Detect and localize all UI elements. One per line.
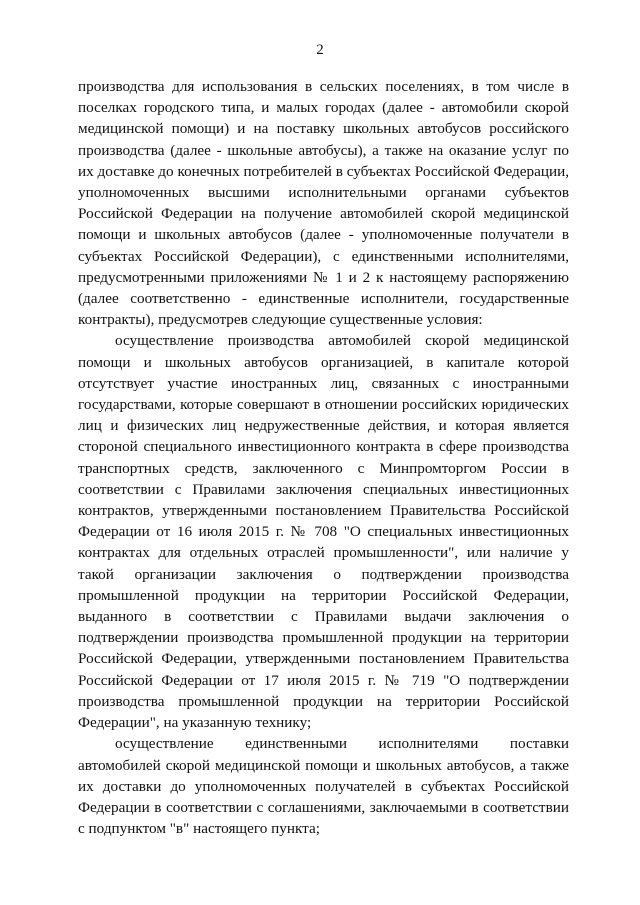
page-number: 2	[316, 42, 324, 58]
paragraph-production-condition: осуществление производства автомобилей скорой медицинской помощи и школьных автобусов организацией, в капитале которой отсутствует участие иностранных лиц, связанных с иностранными государствами, которые совершают в отношении российских юридических лиц и физических лиц недружественные действия, и которая является стороной специального инвестиционного контракта в сфере производства транспортных средств, заключенного с Минпромторгом России в соответствии с Правилами заключения специальных инвестиционных контрактов, утвержденными постановлением Правительства Российской Федерации от 16 июля 2015 г. № 708 "О специальных инвестиционных контрактах для отдельных отраслей промышленности", или наличие у такой организации заключения о подтверждении производства промышленной продукции на территории Российской Федерации, выданного в соответствии с Правилами выдачи заключения о подтверждении производства промышленной продукции на территории Российской Федерации, утвержденными постановлением Правительства Российской Федерации от 17 июля 2015 г. № 719 "О подтверждении производства промышленной продукции на территории Российской Федерации", на указанную технику;	[78, 332, 569, 732]
document-body	[78, 76, 569, 839]
paragraph-delivery-condition: осуществление единственными исполнителями поставки автомобилей скорой медицинской помощи и школьных автобусов, а также их доставки до уполномоченных получателей в субъектах Российской Федерации в соответствии с соглашениями, заключаемыми в соответствии с подпунктом "в" настоящего пункта;	[78, 735, 569, 838]
paragraph-contract-subject: производства для использования в сельских поселениях, в том числе в поселках городского типа, и малых городах (далее - автомобили скорой медицинской помощи) и на поставку школьных автобусов российского производства (далее - школьные автобусы), а также на оказание услуг по их доставке до конечных потребителей в субъектах Российской Федерации, уполномоченных высшими исполнительными органами субъектов Российской Федерации на получение автомобилей скорой медицинской помощи и школьных автобусов (далее - уполномоченные получатели в субъектах Российской Федерации), с единственными исполнителями, предусмотренными приложениями № 1 и 2 к настоящему распоряжению (далее соответственно - единственные исполнители, государственные контракты), предусмотрев следующие существенные условия:	[78, 78, 569, 329]
